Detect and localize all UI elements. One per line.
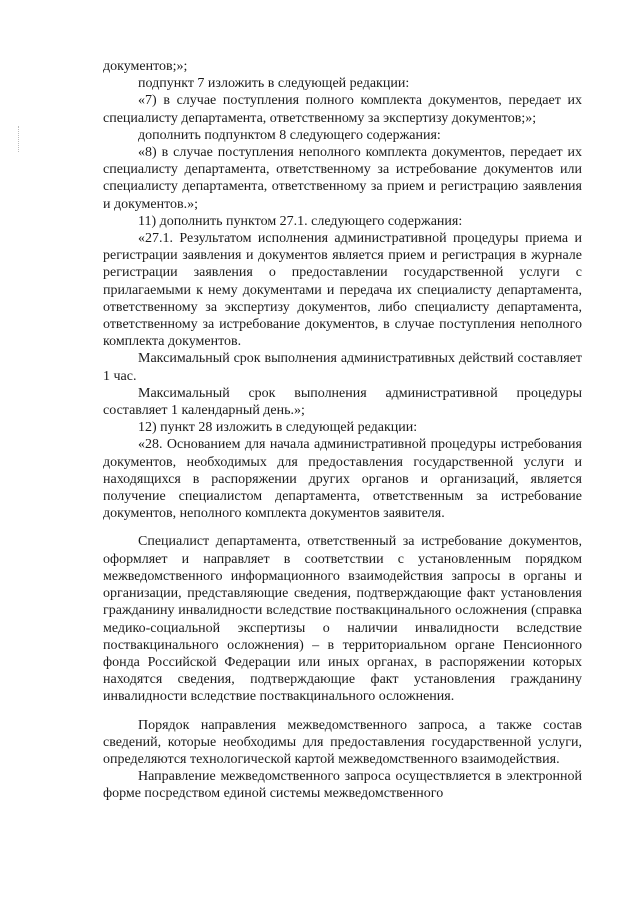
paragraph: подпункт 7 изложить в следующей редакции: xyxy=(138,76,410,92)
paragraph: Направление межведомственного запроса осуществляется в электронной форме посредством единой системы межведомственного xyxy=(103,769,582,802)
document-body xyxy=(103,58,582,803)
paragraph: «7) в случае поступления полного комплекта документов, передает их специалисту департамента, ответственному за экспертизу документов;»; xyxy=(103,93,582,126)
paragraph: «8) в случае поступления неполного комплекта документов, передает их специалисту департамента, ответственному за истребование документов или специалисту департамента, ответственному за прием и регистрацию заявления и документов.»; xyxy=(103,145,582,212)
paragraph: документов;»; xyxy=(103,59,188,74)
paragraph: 11) дополнить пунктом 27.1. следующего содержания: xyxy=(138,213,463,229)
paragraph: 12) пункт 28 изложить в следующей редакции: xyxy=(138,420,418,436)
paragraph: «28. Основанием для начала административной процедуры истребования документов, необходимых для предоставления государственной услуги и находящихся в распоряжении других органов и организаций, является получение специалистом департамента, ответственным за истребование документов, неполного комплекта документов заявителя. xyxy=(103,437,582,522)
paragraph: «27.1. Результатом исполнения административной процедуры приема и регистрации заявления и документов является прием и регистрация в журнале регистрации заявления о предоставлении государственной услуги с прилагаемыми к нему документами и передача их специалисту департамента, ответственному за экспертизу документов, либо специалисту департамента, ответственному за истребование документов, в случае поступления неполного комплекта документов. xyxy=(103,231,582,350)
paragraph: Порядок направления межведомственного запроса, а также состав сведений, которые необходимы для предоставления государственной услуги, определяются технологической картой межведомственного взаимодействия. xyxy=(103,717,582,767)
paragraph: Максимальный срок выполнения административных действий составляет 1 час. xyxy=(103,351,582,384)
paragraph: Максимальный срок выполнения административной процедуры составляет 1 календарный день.»; xyxy=(103,385,582,419)
paragraph: Специалист департамента, ответственный за истребование документов, оформляет и направляет в соответствии с установленным порядком межведомственного информационного взаимодействия запросы в органы и организации, представляющие сведения, подтверждающие факт установления гражданину инвалидности вследствие поствакцинального осложнения (справка медико-социальной экспертизы о наличии инвалидности вследствие поствакцинального осложнения) – в территориальном органе Пенсионного фонда Российской Федерации или иных органах, в распоряжении которых находятся сведения, подтверждающие факт установления гражданину инвалидности вследствие поствакцинального осложнения. xyxy=(103,534,582,705)
paragraph: дополнить подпунктом 8 следующего содержания: xyxy=(138,127,441,143)
margin-scan-mark xyxy=(18,126,20,152)
